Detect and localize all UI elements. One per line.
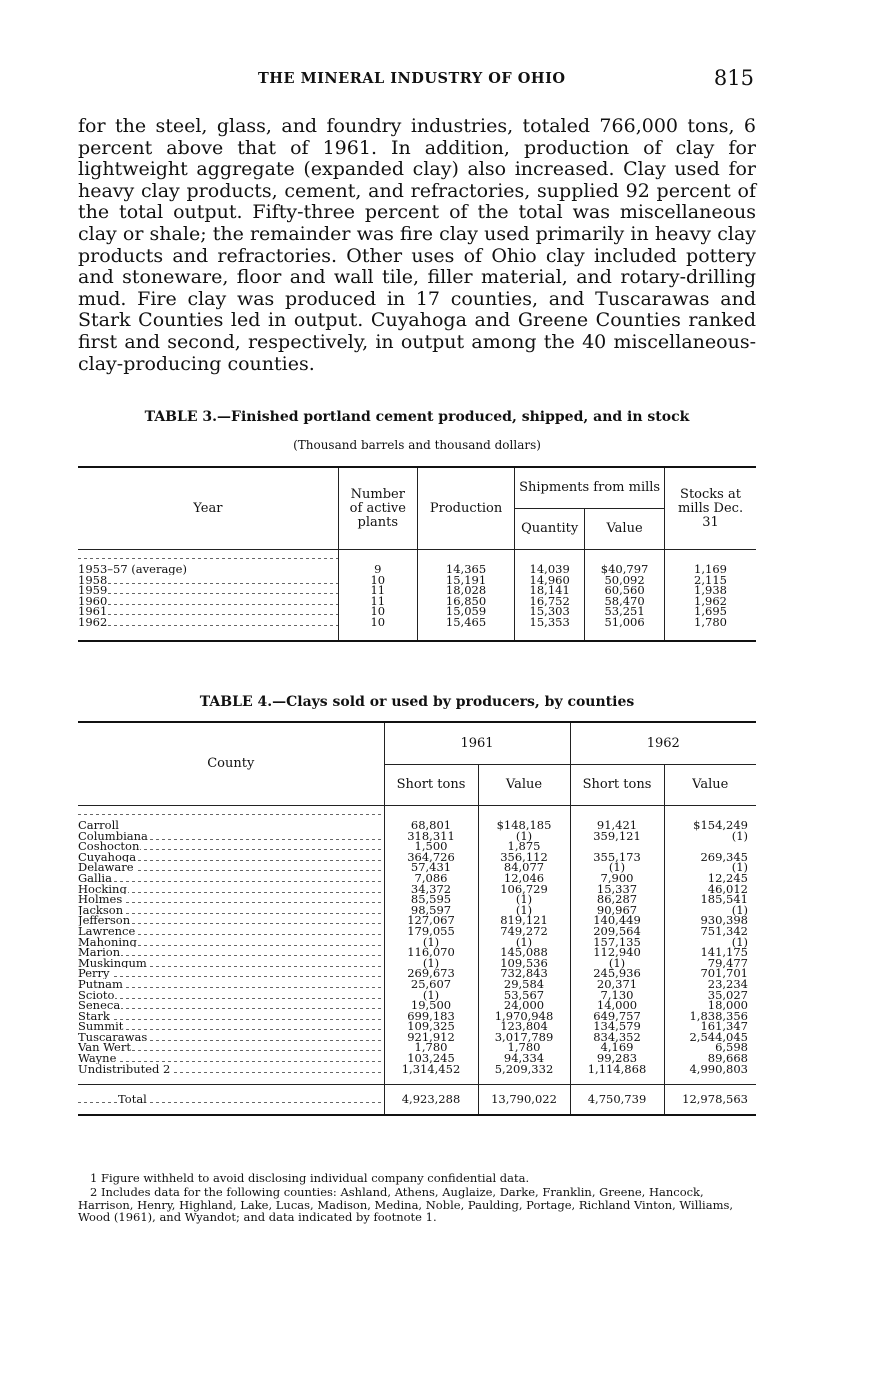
value-1962-cell: (1) (664, 937, 756, 948)
table-row (78, 575, 756, 586)
tons-1961-cell: 57,431 (384, 862, 478, 873)
tons-1961-cell: 98,597 (384, 905, 478, 916)
table3 (78, 466, 756, 642)
value-1962-cell: 79,477 (664, 958, 756, 969)
tons-1961-cell: 109,325 (384, 1021, 478, 1032)
county-label: Scioto (78, 989, 115, 1001)
tons-1962-cell: 112,940 (570, 947, 664, 958)
table4-1961-value-header: Value (478, 765, 570, 806)
value-1961-cell: 84,077 (478, 862, 570, 873)
value-1961-cell: (1) (478, 905, 570, 916)
value-cell: 58,470 (585, 596, 665, 607)
value-1962-cell: 701,701 (664, 968, 756, 979)
tons-1961-cell: 921,912 (384, 1032, 478, 1043)
tons-1962-cell: 157,135 (570, 937, 664, 948)
quantity-cell: 18,141 (515, 585, 585, 596)
stocks-cell: 1,780 (665, 617, 756, 641)
county-cell (78, 905, 384, 916)
year-cell (78, 596, 338, 607)
county-label: Delaware (78, 862, 134, 873)
county-cell (78, 915, 384, 926)
county-cell (78, 1000, 384, 1011)
county-label: Gallia (78, 872, 112, 884)
county-label: Van Wert (78, 1042, 131, 1054)
quantity-cell: 14,039 (515, 550, 585, 575)
tons-1961-cell: 1,314,452 (384, 1064, 478, 1085)
plants-cell: 10 (338, 617, 417, 641)
tons-1961-cell: 25,607 (384, 979, 478, 990)
county-label: Tuscarawas (78, 1031, 148, 1043)
tons-1962-cell: 245,936 (570, 968, 664, 979)
value-1961-cell: 24,000 (478, 1000, 570, 1011)
county-label: Hocking (78, 883, 127, 895)
stocks-cell: 1,695 (665, 606, 756, 617)
county-cell (78, 1053, 384, 1064)
value-1962-cell: 751,342 (664, 926, 756, 937)
tons-1962-cell: (1) (570, 862, 664, 873)
table3-value-header: Value (585, 509, 665, 550)
table3-production-header: Production (417, 467, 514, 550)
quantity-cell: 16,752 (515, 596, 585, 607)
county-label: Jackson (78, 904, 124, 916)
value-1962-cell: 185,541 (664, 894, 756, 905)
value-1962-cell: 2,544,045 (664, 1032, 756, 1043)
stocks-cell: 1,962 (665, 596, 756, 607)
production-cell: 15,191 (417, 575, 514, 586)
tons-1962-cell: 99,283 (570, 1053, 664, 1064)
tons-1961-cell: (1) (384, 958, 478, 969)
value-1962-cell: 1,838,356 (664, 1011, 756, 1022)
value-1962-cell: (1) (664, 831, 756, 842)
table4-county-header: County (78, 722, 384, 806)
value-1961-cell: 109,536 (478, 958, 570, 969)
year-label: 1959 (78, 585, 108, 596)
value-1961-cell: (1) (478, 937, 570, 948)
value-1962-cell: (1) (664, 905, 756, 916)
county-label: Seneca (78, 1000, 121, 1011)
tons-1961-cell: 85,595 (384, 894, 478, 905)
table-row (78, 947, 756, 958)
value-1961-cell: 3,017,789 (478, 1032, 570, 1043)
value-1961-cell: 356,112 (478, 852, 570, 863)
value-1962-cell: 161,347 (664, 1021, 756, 1032)
county-cell (78, 806, 384, 831)
value-cell: 50,092 (585, 575, 665, 586)
county-label: Wayne (78, 1053, 117, 1064)
value-1962-cell: 12,245 (664, 873, 756, 884)
tons-1962-cell: (1) (570, 958, 664, 969)
tons-1961-cell: 1,500 (384, 841, 478, 852)
county-label: Perry (78, 968, 110, 979)
year-label: 1960 (78, 595, 108, 607)
table-row (78, 979, 756, 990)
page-header (78, 66, 754, 96)
tons-1961-cell: 34,372 (384, 884, 478, 895)
county-cell (78, 1042, 384, 1053)
tons-1961-cell: 699,183 (384, 1011, 478, 1022)
county-cell (78, 862, 384, 873)
value-1962-cell: 89,668 (664, 1053, 756, 1064)
county-label: Summit (78, 1021, 124, 1032)
table3-subtitle: (Thousand barrels and thousand dollars) (293, 438, 541, 452)
value-1962-cell: 35,027 (664, 990, 756, 1001)
quantity-cell: 15,353 (515, 617, 585, 641)
table4-title: TABLE 4.—Clays sold or used by producers, by counties (199, 694, 635, 710)
intro-paragraph: for the steel, glass, and foundry industries, totaled 766,000 tons, 6 percent above that of 1961. In addition, production of clay for lightweight aggregate (expanded clay) also increased. Clay used for heavy clay products, cement, and refractories, supplied 92 percent of the total output. Fifty-three percent of the total was miscellaneous clay or shale; the remainder was fire clay used primarily in heavy clay products and refractories. Other uses of Ohio clay included pottery and stoneware, floor and wall tile, filler material, and rotary-drilling mud. Fire clay was produced in 17 counties, and Tuscarawas and Stark Counties led in output. Cuyahoga and Greene Counties ranked first and second, respectively, in output among the 40 miscellaneous-clay-producing counties. (78, 115, 756, 375)
value-1962-cell: 141,175 (664, 947, 756, 958)
county-cell (78, 1011, 384, 1022)
value-1961-cell: $148,185 (478, 806, 570, 831)
year-label: 1962 (78, 616, 108, 629)
tons-1962-cell: 209,564 (570, 926, 664, 937)
county-cell (78, 841, 384, 852)
table4-1961-header: 1961 (384, 722, 570, 765)
value-1962-cell: 46,012 (664, 884, 756, 895)
county-label: Undistributed 2 (78, 1063, 171, 1076)
total-row (78, 1085, 756, 1115)
table3-title: TABLE 3.—Finished portland cement produced, shipped, and in stock (144, 409, 690, 425)
value-cell: 60,560 (585, 585, 665, 596)
tons-1962-cell: 91,421 (570, 806, 664, 831)
table4-1961-tons-header: Short tons (384, 765, 478, 806)
county-label: Putnam (78, 978, 123, 990)
footnote-2: 2 Includes data for the following counties: Ashland, Athens, Auglaize, Darke, Franklin, Greene, Hancock, Harrison, Henry, Highland, Lake, Lucas, Madison, Medina, Noble, Paulding, Portage, Richland Vinton, Williams, Wood (1961), and Wyandot; and data indicated by footnote 1. (78, 1185, 734, 1224)
tons-1962-cell: 1,114,868 (570, 1064, 664, 1085)
table3-plants-header: Number of active plants (338, 467, 417, 550)
value-1961-cell: 749,272 (478, 926, 570, 937)
county-label: Holmes (78, 894, 123, 905)
county-cell (78, 968, 384, 979)
tons-1962-cell: 355,173 (570, 852, 664, 863)
table3-year-header: Year (78, 467, 338, 550)
stocks-cell: 1,938 (665, 585, 756, 596)
value-1961-cell: 94,334 (478, 1053, 570, 1064)
quantity-cell: 14,960 (515, 575, 585, 586)
county-cell (78, 1021, 384, 1032)
production-cell: 16,850 (417, 596, 514, 607)
table-row (78, 926, 756, 937)
year-cell (78, 617, 338, 641)
county-label: Cuyahoga (78, 851, 137, 863)
tons-1961-cell: 7,086 (384, 873, 478, 884)
county-label: Carroll (78, 818, 119, 831)
year-cell (78, 575, 338, 586)
tons-1961-cell: 127,067 (384, 915, 478, 926)
value-1962-cell: (1) (664, 862, 756, 873)
table4-1962-header: 1962 (570, 722, 756, 765)
tons-1961-cell: 318,311 (384, 831, 478, 842)
tons-1962-cell: 20,371 (570, 979, 664, 990)
table-row (78, 806, 756, 831)
value-1961-cell: 819,121 (478, 915, 570, 926)
value-cell: 53,251 (585, 606, 665, 617)
footnote-1: 1 Figure withheld to avoid disclosing individual company confidential data. (90, 1171, 530, 1185)
year-label: 1953–57 (average) (78, 562, 187, 575)
year-cell (78, 585, 338, 596)
table-row (78, 1064, 756, 1085)
table-row (78, 617, 756, 641)
tons-1961-cell: 116,070 (384, 947, 478, 958)
value-1961-cell: 106,729 (478, 884, 570, 895)
table3-stocks-header: Stocks at mills Dec. 31 (665, 467, 756, 550)
value-1962-cell: 4,990,803 (664, 1064, 756, 1085)
value-cell: 51,006 (585, 617, 665, 641)
table4 (78, 721, 756, 1116)
value-1961-cell: (1) (478, 894, 570, 905)
table4-1962-tons-header: Short tons (570, 765, 664, 806)
table-row (78, 550, 756, 575)
tons-1962-cell: 834,352 (570, 1032, 664, 1043)
value-1961-cell: (1) (478, 831, 570, 842)
tons-1961-cell: 269,673 (384, 968, 478, 979)
county-cell (78, 1032, 384, 1043)
table-row (78, 596, 756, 607)
tons-1961-cell: 103,245 (384, 1053, 478, 1064)
total-value-1962: 12,978,563 (664, 1085, 756, 1115)
value-1961-cell: 1,970,948 (478, 1011, 570, 1022)
tons-1961-cell: (1) (384, 937, 478, 948)
value-1961-cell: 5,209,332 (478, 1064, 570, 1085)
running-title: THE MINERAL INDUSTRY OF OHIO (258, 70, 566, 87)
value-1961-cell: 12,046 (478, 873, 570, 884)
county-cell (78, 894, 384, 905)
county-cell (78, 937, 384, 948)
county-label: Columbiana (78, 830, 148, 842)
value-1961-cell: 1,780 (478, 1042, 570, 1053)
county-label: Coshocton (78, 841, 140, 852)
county-label: Lawrence (78, 925, 136, 937)
production-cell: 15,465 (417, 617, 514, 641)
quantity-cell: 15,303 (515, 606, 585, 617)
tons-1961-cell: 1,780 (384, 1042, 478, 1053)
total-tons-1962: 4,750,739 (570, 1085, 664, 1115)
total-tons-1961: 4,923,288 (384, 1085, 478, 1115)
table-row (78, 606, 756, 617)
county-cell (78, 926, 384, 937)
page-number: 815 (713, 66, 754, 90)
plants-cell: 10 (338, 606, 417, 617)
county-label: Jefferson (78, 915, 131, 926)
value-1962-cell: 23,234 (664, 979, 756, 990)
year-cell (78, 550, 338, 575)
plants-cell: 10 (338, 575, 417, 586)
total-label: Total (118, 1092, 147, 1107)
year-label: 1958 (78, 574, 108, 586)
tons-1962-cell: 86,287 (570, 894, 664, 905)
tons-1962-cell: 15,337 (570, 884, 664, 895)
tons-1961-cell: (1) (384, 990, 478, 1001)
tons-1962-cell: 649,757 (570, 1011, 664, 1022)
value-1962-cell: 6,598 (664, 1042, 756, 1053)
table-row (78, 585, 756, 596)
county-cell (78, 958, 384, 969)
value-cell: $40,797 (585, 550, 665, 575)
tons-1962-cell: 4,169 (570, 1042, 664, 1053)
county-cell (78, 852, 384, 863)
value-1961-cell: 29,584 (478, 979, 570, 990)
county-cell (78, 979, 384, 990)
county-cell (78, 884, 384, 895)
year-label: 1961 (78, 606, 108, 617)
tons-1962-cell: 359,121 (570, 831, 664, 842)
plants-cell: 11 (338, 596, 417, 607)
stocks-cell: 1,169 (665, 550, 756, 575)
tons-1962-cell: 90,967 (570, 905, 664, 916)
value-1961-cell: 145,088 (478, 947, 570, 958)
tons-1962-cell: 7,130 (570, 990, 664, 1001)
value-1961-cell: 123,804 (478, 1021, 570, 1032)
table4-1962-value-header: Value (664, 765, 756, 806)
tons-1962-cell: 14,000 (570, 1000, 664, 1011)
tons-1961-cell: 19,500 (384, 1000, 478, 1011)
total-value-1961: 13,790,022 (478, 1085, 570, 1115)
county-cell (78, 873, 384, 884)
plants-cell: 9 (338, 550, 417, 575)
county-label: Stark (78, 1010, 110, 1022)
table3-shipments-header: Shipments from mills (515, 467, 665, 509)
plants-cell: 11 (338, 585, 417, 596)
total-label-cell (78, 1085, 384, 1115)
value-1962-cell: 269,345 (664, 852, 756, 863)
county-cell (78, 990, 384, 1001)
tons-1962-cell: 134,579 (570, 1021, 664, 1032)
county-cell (78, 1064, 384, 1085)
tons-1962-cell: 7,900 (570, 873, 664, 884)
production-cell: 14,365 (417, 550, 514, 575)
production-cell: 18,028 (417, 585, 514, 596)
year-cell (78, 606, 338, 617)
value-1962-cell: $154,249 (664, 806, 756, 831)
tons-1961-cell: 68,801 (384, 806, 478, 831)
value-1962-cell: 930,398 (664, 915, 756, 926)
tons-1961-cell: 179,055 (384, 926, 478, 937)
stocks-cell: 2,115 (665, 575, 756, 586)
county-cell (78, 947, 384, 958)
value-1961-cell: 53,567 (478, 990, 570, 1001)
tons-1961-cell: 364,726 (384, 852, 478, 863)
value-1962-cell: 18,000 (664, 1000, 756, 1011)
table3-quantity-header: Quantity (515, 509, 585, 550)
county-label: Marion (78, 947, 121, 958)
county-cell (78, 831, 384, 842)
tons-1962-cell: 140,449 (570, 915, 664, 926)
value-1961-cell: 732,843 (478, 968, 570, 979)
county-label: Mahoning (78, 936, 137, 948)
production-cell: 15,059 (417, 606, 514, 617)
county-label: Muskingum (78, 957, 147, 969)
value-1961-cell: 1,875 (478, 841, 570, 852)
